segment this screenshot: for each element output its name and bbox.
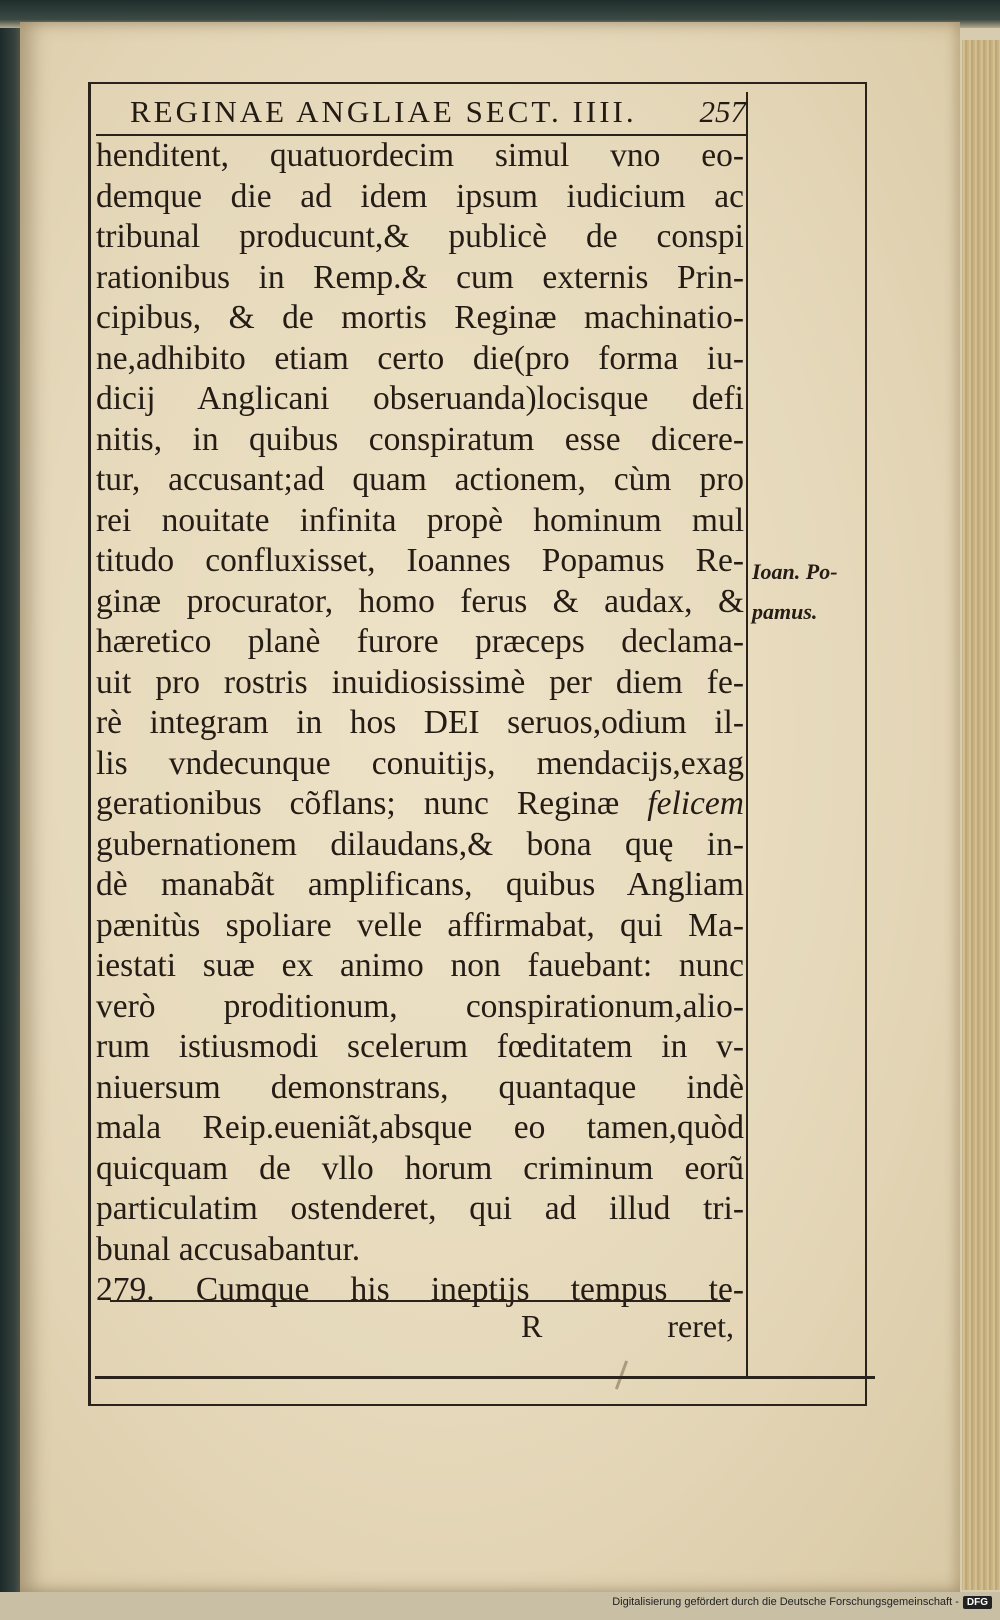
marginal-note-line: Ioan. Po-: [752, 559, 838, 584]
credit-text: Digitalisierung gefördert durch die Deutsche Forschungsgemeinschaft -: [612, 1596, 959, 1608]
margin-column-rule: [746, 92, 748, 1377]
paragraph-underline-rule: [110, 1300, 730, 1302]
main-text-block: [96, 136, 744, 1311]
text-line: particulatim ostenderet, qui ad illud tri-: [96, 1190, 744, 1227]
text-line: tribunal producunt,& publicè de conspi: [96, 218, 744, 255]
text-line: bunal accusabantur.: [96, 1230, 361, 1268]
page-foot-line: [96, 1308, 744, 1352]
text-line: ne,adhibito etiam certo die(pro forma iu-: [96, 339, 744, 377]
dfg-logo: DFG: [963, 1596, 992, 1609]
marginal-note: [752, 552, 862, 632]
marginal-note-line: pamus.: [752, 599, 818, 624]
text-line: pænitùs spoliare velle affirmabat, qui Ma-: [96, 906, 744, 944]
paragraph-279-start: 279. Cumque his ineptijs tempus te-: [96, 1271, 744, 1308]
digitization-credit: [0, 1596, 992, 1609]
text-line: henditent, quatuordecim simul vno eo-: [96, 137, 744, 174]
running-header: [96, 88, 746, 136]
running-title: REGINAE ANGLIAE SECT. IIII.: [130, 94, 637, 129]
text-line: quicquam de vllo horum criminum eorũ: [96, 1149, 744, 1187]
text-line: cipibus, & de mortis Reginæ machinatio-: [96, 299, 744, 336]
text-line: demque die ad idem ipsum iudicium ac: [96, 177, 744, 215]
text-line: rei nouitate infinita propè hominum mul: [96, 501, 744, 539]
text-line: rè integram in hos DEI seruos,odium il-: [96, 704, 744, 741]
text-line: ginæ procurator, homo ferus & audax, &: [96, 582, 744, 620]
signature-mark: R: [521, 1308, 543, 1344]
text-line: gubernationem dilaudans,& bona quę in-: [96, 825, 744, 863]
text-line: hæretico planè furore præceps declama-: [96, 623, 744, 660]
text-line-part: gerationibus cõflans; nunc Reginæ: [96, 785, 620, 822]
text-line: tur, accusant;ad quam actionem, cùm pro: [96, 461, 744, 498]
text-line: verò proditionum, conspirationum,alio-: [96, 987, 744, 1025]
text-line: iestati suæ ex animo non fauebant: nunc: [96, 947, 744, 984]
text-line: uit pro rostris inuidiosissimè per diem fe-: [96, 663, 744, 701]
text-line: lis vndecunque conuitijs, mendacijs,exag: [96, 744, 744, 782]
text-line: nitis, in quibus conspiratum esse dicere-: [96, 420, 744, 458]
text-line-with-italic: [96, 784, 744, 825]
text-line: mala Reip.eueniãt,absque eo tamen,quòd: [96, 1109, 744, 1146]
frame-bottom-rule: [95, 1376, 875, 1379]
text-line: rationibus in Remp.& cum externis Prin-: [96, 258, 744, 296]
text-line: dicij Anglicani obseruanda)locisque defi: [96, 380, 744, 417]
page-number: 257: [699, 94, 746, 129]
text-line: rum istiusmodi scelerum fœditatem in v-: [96, 1028, 744, 1065]
catchword: reret,: [667, 1308, 734, 1344]
text-line: titudo confluxisset, Ioannes Popamus Re-: [96, 542, 744, 579]
page-edges: [962, 40, 1000, 1590]
text-line: dè manabãt amplificans, quibus Angliam: [96, 866, 744, 903]
text-line: niuersum demonstrans, quantaque indè: [96, 1068, 744, 1106]
italic-word: felicem: [647, 785, 744, 822]
